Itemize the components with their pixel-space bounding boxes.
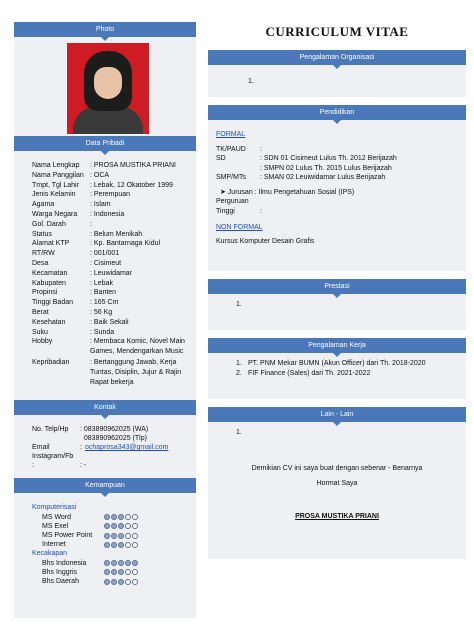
skill-dot: [125, 533, 131, 539]
achievements-section: [208, 279, 466, 330]
skill-dot: [104, 569, 110, 575]
contact-section: [14, 415, 196, 470]
skill-dot: [132, 533, 138, 539]
personal-label: Warga Negara: [32, 210, 78, 218]
skill-row: [32, 568, 196, 577]
skill-name: Bhs Inggris: [42, 568, 78, 576]
skill-name: MS Power Point: [42, 531, 93, 539]
skill-dot: [118, 514, 124, 520]
tk-value: :: [260, 145, 262, 153]
personal-label: Agama: [32, 201, 55, 209]
page-title: CURRICULUM VITAE: [265, 24, 409, 39]
organization-item: 1.: [248, 78, 254, 85]
skill-dot: [125, 579, 131, 585]
personal-label: Nama Lengkap: [32, 162, 80, 169]
skill-dot: [125, 560, 131, 566]
instagram-colon: :: [32, 462, 34, 470]
skill-level-dots: [104, 514, 138, 520]
other-header: Lain - Lain: [208, 407, 466, 422]
personal-row: [32, 230, 196, 240]
skill-dot: [111, 533, 117, 539]
skill-dot: [111, 569, 117, 575]
nonformal-label: NON FORMAL: [216, 224, 263, 231]
personal-row: [32, 269, 196, 279]
personal-value: : Leuwidamar: [90, 269, 133, 277]
sd-label: SD: [216, 155, 226, 162]
personal-value: : Islam: [90, 201, 111, 209]
education-section: [208, 105, 466, 271]
hobby-row: [32, 337, 196, 357]
skill-dot: [118, 533, 124, 539]
smp-label: SMP/MTs: [216, 174, 246, 181]
skill-dot: [104, 560, 110, 566]
skill-dot: [125, 514, 131, 520]
email-colon: :: [80, 444, 82, 452]
nonformal-value: Kursus Komputer Desain Grafis: [216, 237, 315, 245]
perguruan-label: Perguruan: [216, 198, 249, 205]
personal-label: Kabupaten: [32, 279, 66, 287]
profile-photo: [67, 43, 149, 134]
personal-value: :: [90, 220, 92, 228]
skill-dot: [111, 542, 117, 548]
organization-section: [208, 50, 466, 97]
instagram-label: Instagram/Fb: [32, 453, 74, 461]
kepribadian-value: : Bertanggung Jawab, Kerja Tuntas, Disiplin, Jujur & Rajin Rapat bekerja: [90, 358, 182, 386]
smp-row-2: [216, 173, 458, 183]
tk-label: TK/PAUD: [216, 145, 246, 153]
skill-name: MS Exel: [42, 522, 69, 530]
personal-row: [32, 190, 196, 200]
skill-name: Bhs Indonesia: [42, 559, 87, 567]
skill-dot: [132, 542, 138, 548]
work-item-number: 1.: [236, 360, 242, 367]
phone-value-1: : 083890962025 (WA): [80, 426, 149, 434]
personal-label: Tmpt, Tgl Lahir: [32, 181, 79, 189]
personal-row: [32, 171, 196, 181]
personal-value: : Lebak, 12 Okatober 1999: [90, 181, 173, 189]
sd-value: : SDN 01 Cisimeut Lulus Th. 2012 Berijazah: [260, 155, 397, 162]
personal-value: : Indonesia: [90, 210, 125, 218]
photo-section: [14, 37, 196, 136]
personal-row: [32, 181, 196, 191]
skill-dot: [118, 542, 124, 548]
other-item: 1.: [236, 429, 242, 436]
skill-dot: [111, 514, 117, 520]
personal-label: Kecamatan: [32, 269, 68, 277]
tinggi-value: :: [260, 207, 262, 215]
skill-dot: [104, 514, 110, 520]
personal-value: : Sunda: [90, 328, 115, 336]
left-column: [14, 22, 196, 618]
personal-row: [32, 298, 196, 308]
personal-row: [32, 239, 196, 249]
skill-dot: [132, 514, 138, 520]
personal-label: Tinggi Badan: [32, 299, 73, 307]
personal-value: : Belum Menikah: [90, 230, 143, 238]
smp-row-1: [216, 164, 458, 174]
personal-label: Gol. Darah: [32, 220, 66, 228]
personal-value: : Perempuan: [90, 191, 131, 199]
skill-category-computer: Komputerisasi: [32, 504, 77, 512]
personal-row: [32, 279, 196, 289]
skill-dot: [104, 542, 110, 548]
contact-header: Kontak: [14, 400, 196, 415]
instagram-row: [32, 452, 196, 461]
declaration-text: Demikian CV ini saya buat dengan sebenar - Benarnya: [251, 464, 423, 472]
personal-label: RT/RW: [32, 250, 55, 258]
other-section: [208, 407, 466, 559]
work-item: [216, 359, 458, 369]
skill-row: [32, 540, 196, 549]
skill-category-language: Kecakapan: [32, 550, 68, 558]
personal-value: : 001/001: [90, 250, 120, 258]
skill-dot: [132, 579, 138, 585]
personal-value: : Kp. Bantarnaga Kidul: [90, 240, 161, 248]
personal-row: [32, 318, 196, 328]
skills-header: Kemampuan: [14, 478, 196, 493]
personal-label: Berat: [32, 308, 49, 316]
organization-header: Pengalaman Organisasi: [208, 50, 466, 65]
skill-name: MS Word: [42, 513, 72, 521]
personal-label: Propinsi: [32, 289, 58, 297]
personal-value: : OCA: [90, 171, 110, 179]
skill-dot: [132, 523, 138, 529]
hobby-value: : Membaca Komic, Novel Main Games, Mendengarkan Music: [90, 338, 185, 356]
skill-level-dots: [104, 569, 138, 575]
phone-label: No. Telp/Hp: [32, 426, 69, 434]
instagram-value: : -: [80, 462, 87, 470]
hobby-label: Hobby: [32, 338, 53, 346]
phone-value-2: 083890962025 (Tlp): [80, 435, 147, 443]
personal-label: Desa: [32, 259, 49, 267]
work-experience-section: [208, 338, 466, 399]
skill-dot: [111, 579, 117, 585]
achievements-header: Prestasi: [208, 279, 466, 294]
personal-row: [32, 308, 196, 318]
tk-row: [216, 145, 458, 155]
personal-value: : Lebak: [90, 279, 113, 287]
skill-level-dots: [104, 533, 138, 539]
jurusan-row: ➤ Jurusan : Ilmu Pengetahuan Sosial (IPS): [220, 188, 355, 196]
skill-dot: [125, 523, 131, 529]
skill-row: [32, 559, 196, 568]
kepribadian-row: [32, 358, 196, 387]
instagram-value-row: [32, 461, 196, 470]
personal-row: [32, 288, 196, 298]
skill-level-dots: [104, 560, 138, 566]
phone-row-2: [32, 434, 196, 443]
photo-face: [94, 67, 122, 99]
smp-value-1: : SMPN 02 Lulus Th. 2015 Lulus Berijazah: [260, 164, 392, 172]
skill-row: [32, 522, 196, 531]
work-item-text: FIF Finance (Sales) dari Th. 2021-2022: [248, 369, 371, 377]
skill-dot: [104, 579, 110, 585]
skill-name: Bhs Daerah: [42, 577, 79, 585]
personal-value: : 56 Kg: [90, 308, 113, 316]
skill-dot: [125, 542, 131, 548]
personal-value: : Cisimeut: [90, 259, 122, 267]
skill-dot: [118, 523, 124, 529]
personal-row: [32, 200, 196, 210]
skill-row: [32, 513, 196, 522]
photo-header: Photo: [14, 22, 196, 37]
skill-level-dots: [104, 579, 138, 585]
skill-level-dots: [104, 542, 138, 548]
skill-dot: [111, 560, 117, 566]
personal-data: [14, 151, 196, 387]
personal-row: [32, 161, 196, 171]
phone-row: [32, 425, 196, 434]
personal-label: Alamat KTP: [32, 240, 70, 248]
personal-value: : 165 Cm: [90, 299, 119, 307]
tinggi-label: Tinggi: [216, 207, 235, 215]
personal-row: [32, 220, 196, 230]
personal-label: Nama Panggilan: [32, 171, 84, 179]
work-item-number: 2.: [236, 369, 242, 377]
skill-dot: [132, 569, 138, 575]
skill-dot: [118, 569, 124, 575]
personal-row: [32, 249, 196, 259]
kepribadian-label: Kepribadian: [32, 358, 70, 366]
skill-dot: [118, 579, 124, 585]
right-column: [208, 22, 466, 567]
formal-label: FORMAL: [216, 131, 246, 138]
skills-section: [14, 493, 196, 586]
skill-dot: [111, 523, 117, 529]
personal-label: Status: [32, 230, 52, 238]
email-label: Email: [32, 444, 50, 452]
education-header: Pendidikan: [208, 105, 466, 120]
personal-row: [32, 328, 196, 338]
skill-dot: [104, 523, 110, 529]
personal-label: Kesehatan: [32, 318, 66, 326]
work-item-text: PT. PNM Mekar BUMN (Akun Officer) dari Th. 2018-2020: [248, 360, 426, 367]
skill-level-dots: [104, 523, 138, 529]
work-item: [216, 369, 458, 379]
email-link[interactable]: ochaprosa343@gmail.com: [85, 444, 169, 452]
skill-dot: [125, 569, 131, 575]
personal-value: : Banten: [90, 289, 117, 297]
personal-data-header: Data Pribadi: [14, 136, 196, 151]
skill-row: [32, 577, 196, 586]
personal-label: Jenis Kelamin: [32, 191, 76, 199]
tinggi-row: [216, 207, 458, 217]
regards-text: Hormat Saya: [316, 480, 358, 487]
email-row: [32, 443, 196, 452]
personal-value: : Baik Sekali: [90, 318, 129, 326]
work-experience-header: Pengalaman Kerja: [208, 338, 466, 353]
smp-value-2: : SMAN 02 Leuiwidamar Lulus Berijazah: [260, 174, 386, 181]
skill-row: [32, 531, 196, 540]
personal-value: : PROSA MUSTIKA PRIANI: [90, 162, 176, 169]
skill-dot: [132, 560, 138, 566]
sd-row: [216, 154, 458, 164]
skill-dot: [118, 560, 124, 566]
achievement-item: 1.: [236, 301, 242, 308]
personal-row: [32, 210, 196, 220]
personal-label: Suku: [32, 328, 48, 336]
personal-row: [32, 259, 196, 269]
skill-name: Internet: [42, 541, 66, 549]
signature-name: PROSA MUSTIKA PRIANI: [295, 512, 379, 520]
skill-dot: [104, 533, 110, 539]
